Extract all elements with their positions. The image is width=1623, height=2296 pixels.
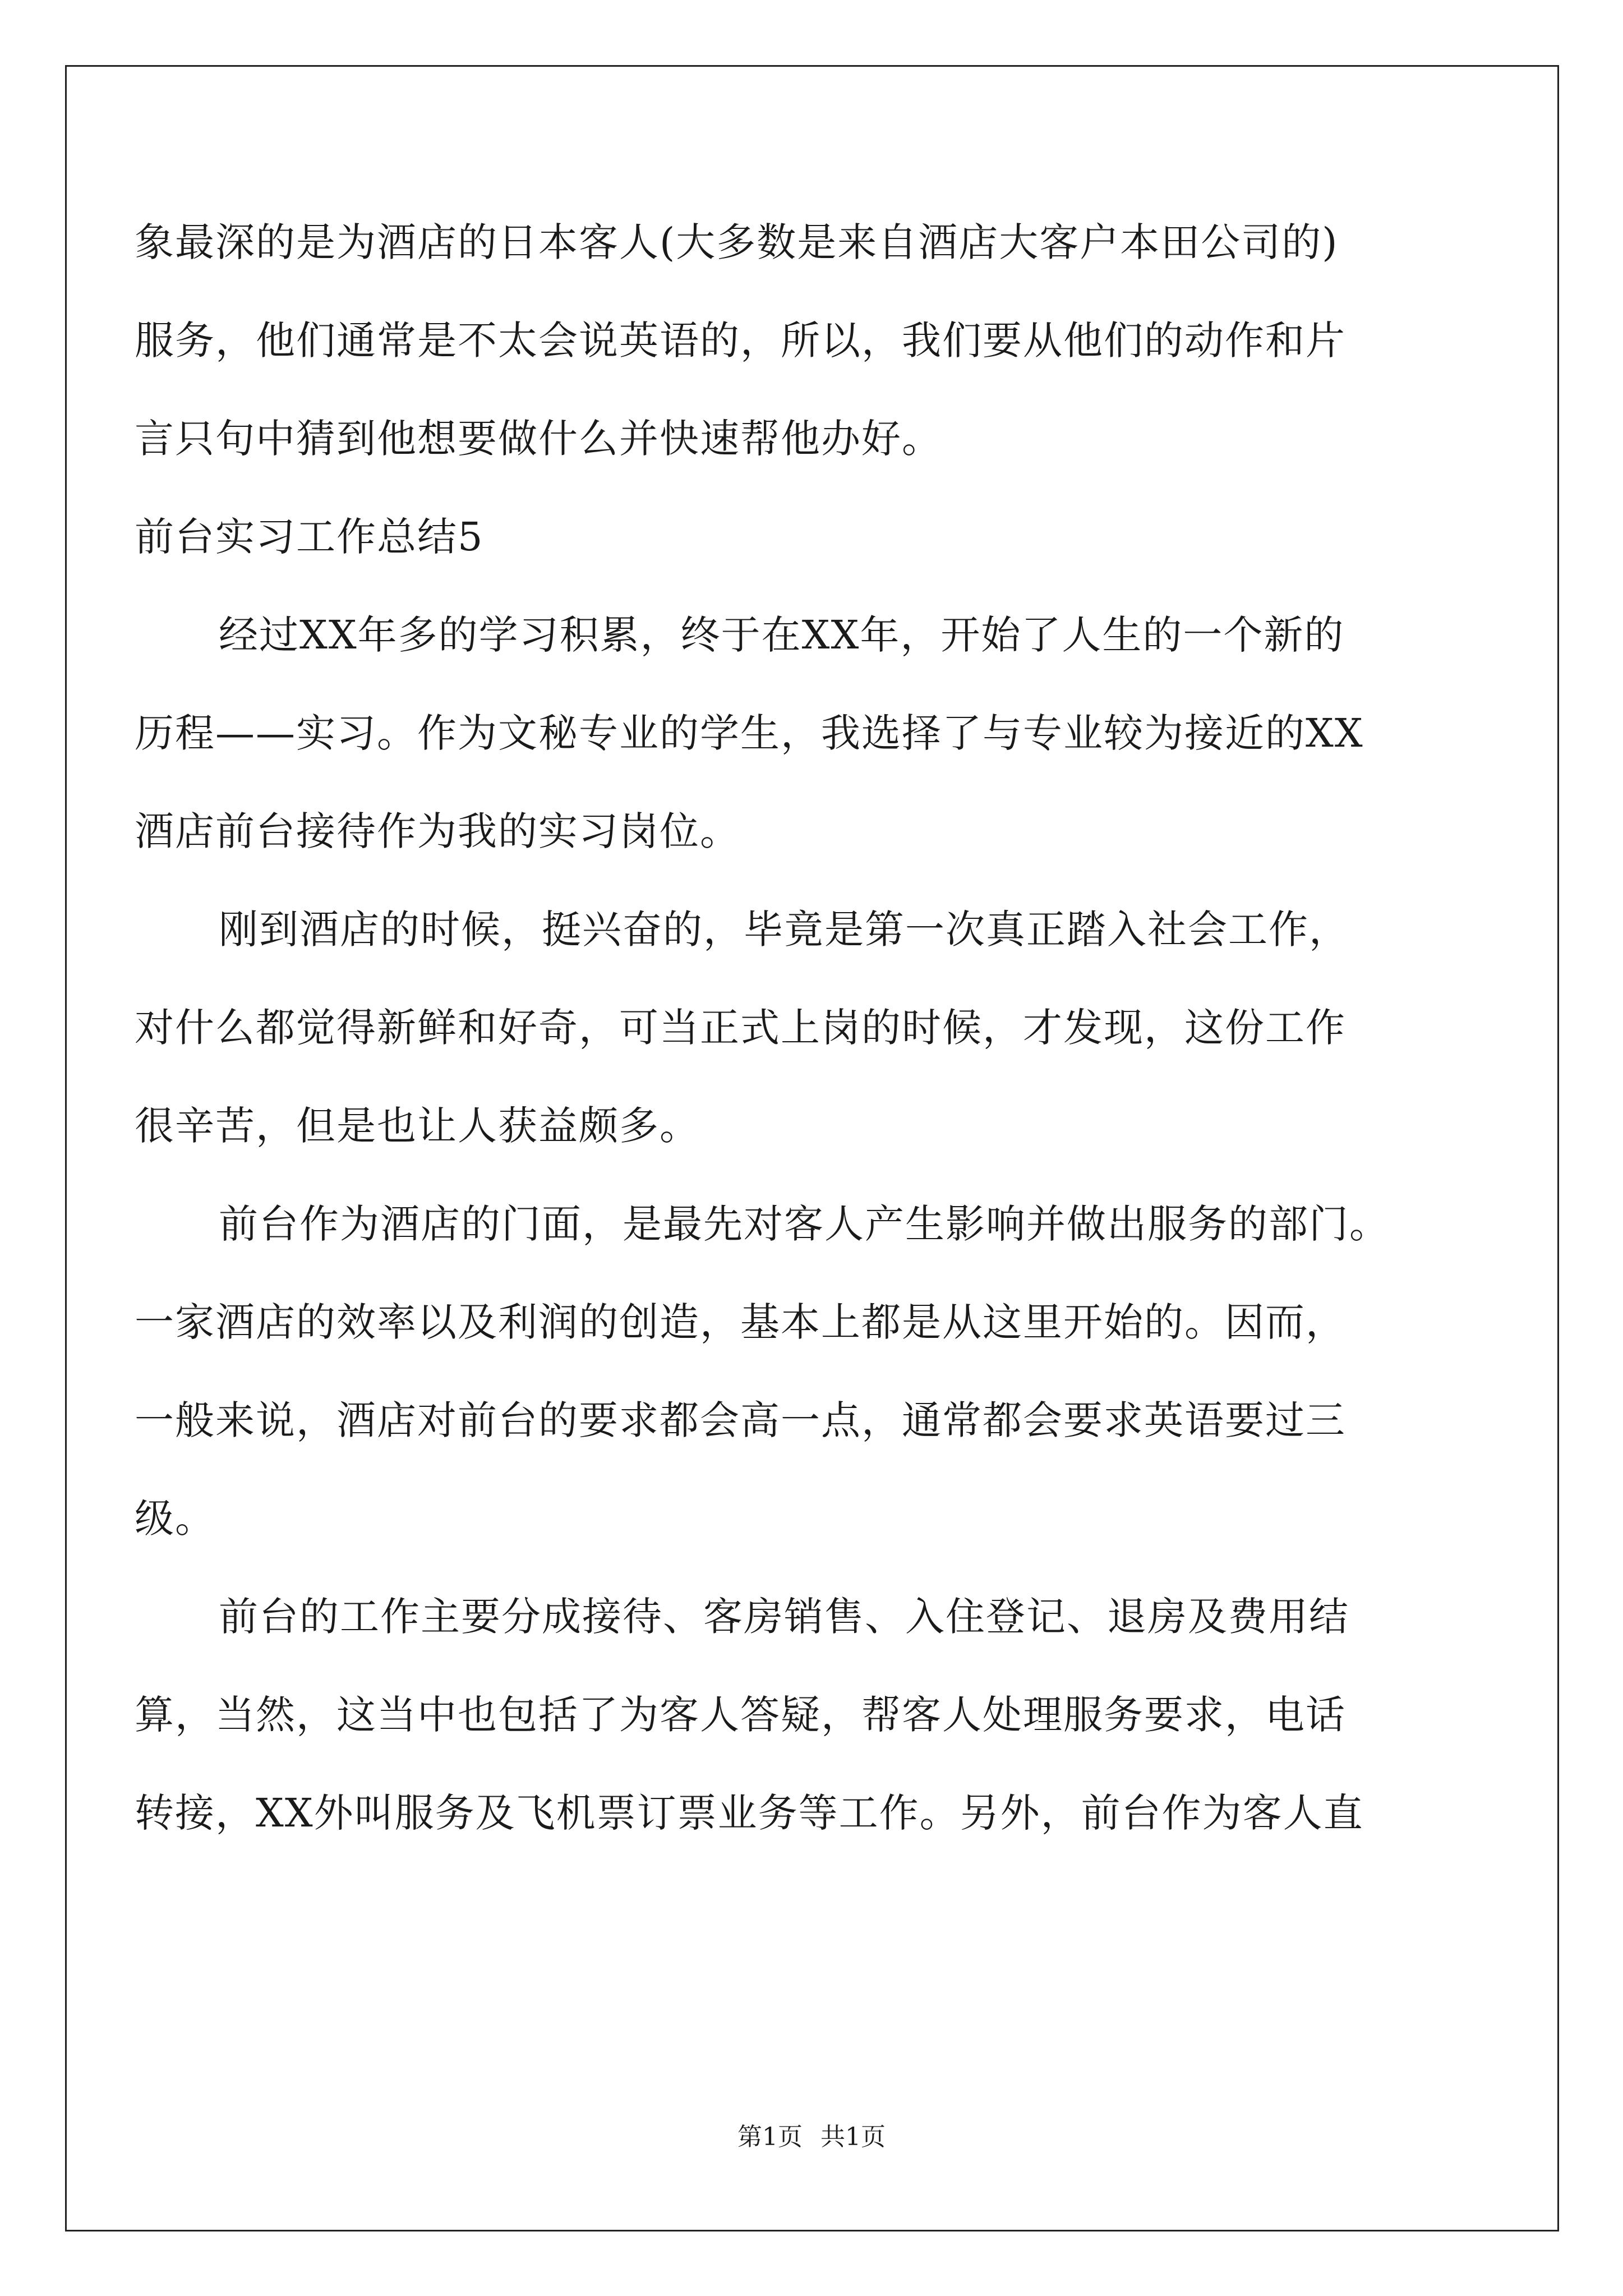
body-line: 言只句中猜到他想要做什么并快速帮他办好。 bbox=[135, 416, 942, 462]
body-line: 转接，XX外叫服务及飞机票订票业务等工作。另外，前台作为客人直 bbox=[135, 1790, 1364, 1836]
body-line: 对什么都觉得新鲜和好奇，可当正式上岗的时候，才发现，这份工作 bbox=[135, 1005, 1346, 1051]
body-line: 一家酒店的效率以及利润的创造，基本上都是从这里开始的。因而， bbox=[135, 1299, 1346, 1345]
body-line: 很辛苦，但是也让人获益颇多。 bbox=[135, 1103, 700, 1149]
paragraph-first-line: 刚到酒店的时候，挺兴奋的，毕竟是第一次真正踏入社会工作， bbox=[219, 907, 1349, 953]
page-footer: 第1页 共1页 bbox=[737, 2123, 886, 2151]
body-line: 象最深的是为酒店的日本客人(大多数是来自酒店大客户本田公司的) bbox=[135, 219, 1339, 265]
section-heading: 前台实习工作总结5 bbox=[135, 514, 484, 560]
paragraph-first-line: 前台的工作主要分成接待、客房销售、入住登记、退房及费用结 bbox=[219, 1594, 1349, 1640]
body-line: 酒店前台接待作为我的实习岗位。 bbox=[135, 808, 740, 854]
body-line: 历程——实习。作为文秘专业的学生，我选择了与专业较为接近的XX bbox=[135, 710, 1364, 756]
body-line: 算，当然，这当中也包括了为客人答疑，帮客人处理服务要求，电话 bbox=[135, 1692, 1346, 1738]
body-line: 服务，他们通常是不太会说英语的，所以，我们要从他们的动作和片 bbox=[135, 318, 1346, 364]
body-line: 级。 bbox=[135, 1496, 215, 1542]
body-line: 一般来说，酒店对前台的要求都会高一点，通常都会要求英语要过三 bbox=[135, 1397, 1346, 1443]
paragraph-first-line: 经过XX年多的学习积累，终于在XX年，开始了人生的一个新的 bbox=[219, 612, 1345, 658]
paragraph-first-line: 前台作为酒店的门面，是最先对客人产生影响并做出服务的部门。 bbox=[219, 1201, 1390, 1247]
